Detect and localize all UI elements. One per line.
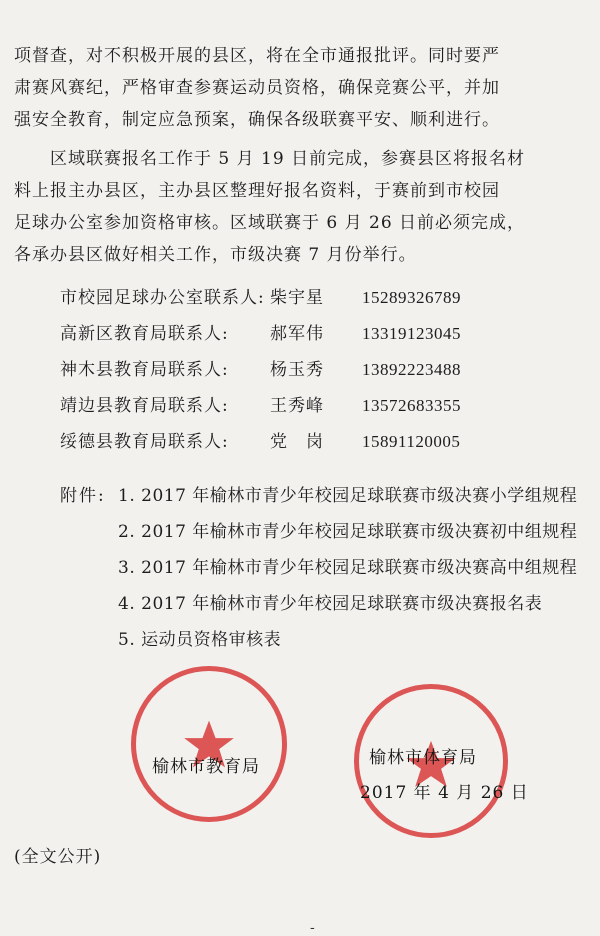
contact-label: 神木县教育局联系人:: [60, 360, 229, 380]
attachment-item: 5. 运动员资格审核表: [118, 630, 282, 650]
text-line: 强安全教育，制定应急预案，确保各级联赛平安、顺利进行。: [14, 110, 500, 130]
signature-date: 2017 年 4 月 26 日: [360, 783, 529, 803]
text-line: 各承办县区做好相关工作，市级决赛 7 月份举行。: [14, 245, 417, 265]
contact-name: 王秀峰: [270, 396, 324, 416]
page-mark: -: [310, 920, 315, 936]
text-line: 区域联赛报名工作于 5 月 19 日前完成，参赛县区将报名材: [50, 149, 526, 169]
contact-label: 市校园足球办公室联系人:: [60, 288, 265, 308]
contact-row: [60, 424, 580, 460]
contact-label: 绥德县教育局联系人:: [60, 432, 229, 452]
contact-phone: 15891120005: [362, 432, 461, 451]
attachment-item: 1. 2017 年榆林市青少年校园足球联赛市级决赛小学组规程: [118, 486, 578, 506]
attachment-item: 3. 2017 年榆林市青少年校园足球联赛市级决赛高中组规程: [118, 558, 578, 578]
contact-name: 柴宇星: [270, 288, 324, 308]
contact-name: 党 岗: [270, 432, 324, 452]
text-line: 肃赛风赛纪，严格审查参赛运动员资格，确保竞赛公平，并加: [14, 78, 500, 98]
contact-phone: 13892223488: [362, 360, 461, 379]
public-note: (全文公开): [14, 847, 102, 867]
attachments-list: [118, 478, 598, 658]
paragraph-registration: [14, 143, 586, 271]
text-line: 料上报主办县区，主办县区整理好报名资料，于赛前到市校园: [14, 181, 500, 201]
text-line: 项督查，对不积极开展的县区，将在全市通报批评。同时要严: [14, 46, 500, 66]
contact-phone: 13572683355: [362, 396, 461, 415]
contact-name: 杨玉秀: [270, 360, 324, 380]
attachment-item: 4. 2017 年榆林市青少年校园足球联赛市级决赛报名表: [118, 594, 543, 614]
contact-list: [60, 280, 580, 460]
contact-row: [60, 316, 580, 352]
signature-education-bureau: 榆林市教育局: [152, 757, 260, 777]
attachments-label: 附件:: [60, 486, 106, 506]
contact-row: [60, 280, 580, 316]
contact-row: [60, 388, 580, 424]
education-bureau-seal: [131, 666, 287, 822]
contact-row: [60, 352, 580, 388]
text-line: 足球办公室参加资格审核。区域联赛于 6 月 26 日前必须完成，: [14, 213, 526, 233]
contact-phone: 15289326789: [362, 288, 461, 307]
signature-sports-bureau: 榆林市体育局: [369, 748, 477, 768]
contact-label: 高新区教育局联系人:: [60, 324, 229, 344]
attachment-item: 2. 2017 年榆林市青少年校园足球联赛市级决赛初中组规程: [118, 522, 578, 542]
paragraph-supervision: [14, 40, 586, 136]
contact-label: 靖边县教育局联系人:: [60, 396, 229, 416]
contact-phone: 13319123045: [362, 324, 461, 343]
contact-name: 郝军伟: [270, 324, 324, 344]
seal-star-icon: [136, 671, 282, 817]
